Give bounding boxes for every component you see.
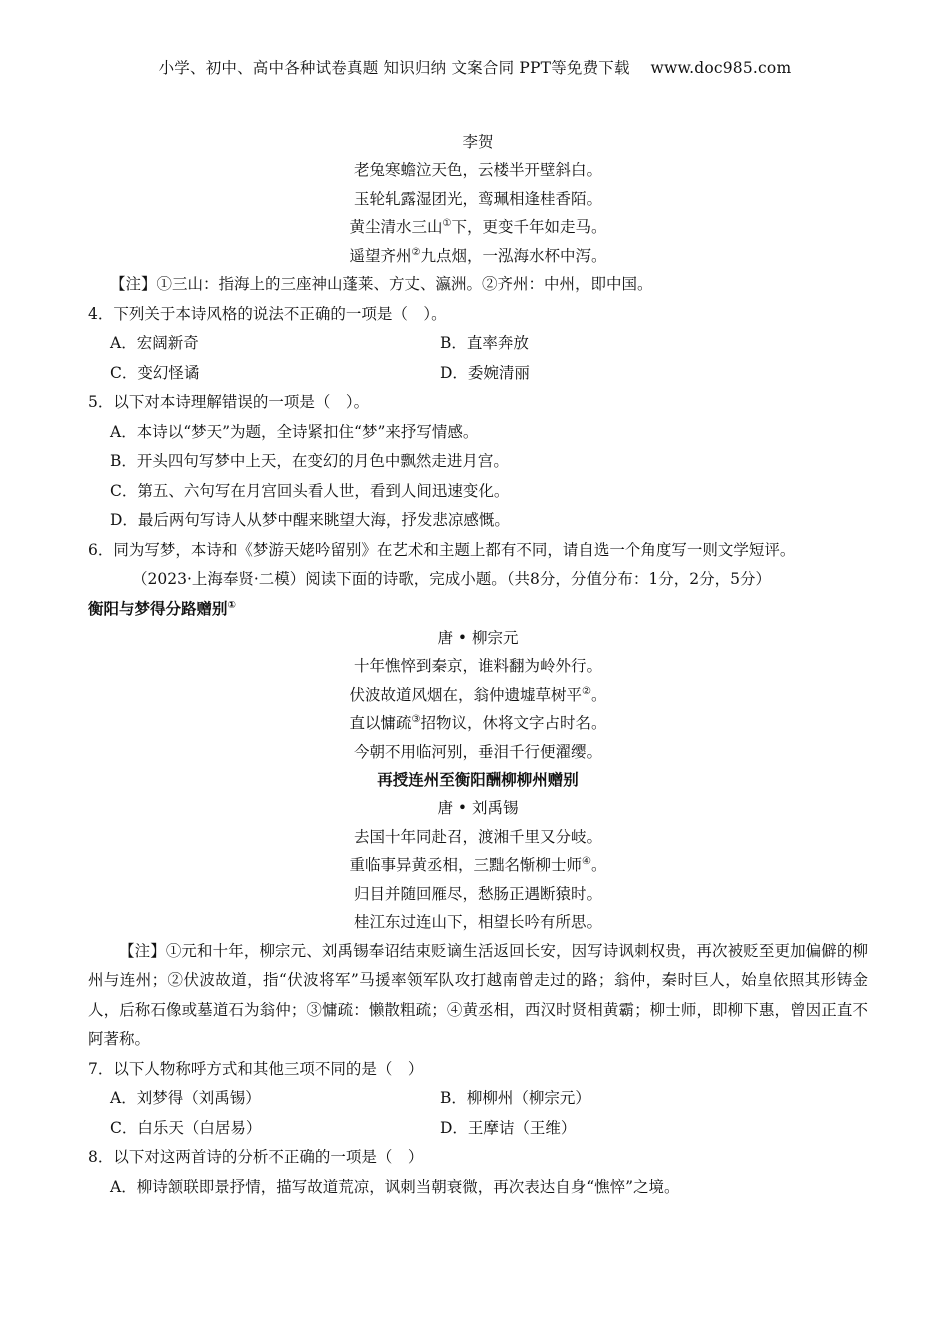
poem-3-line: 重临事异黄丞相，三黜名惭柳士师④。 [349, 856, 607, 875]
option-c: C．变幻怪谲 [110, 363, 200, 382]
option-d: D．委婉清丽 [440, 363, 530, 382]
option-a: A．宏阔新奇 [110, 334, 199, 353]
poem-2-author: 唐 • 柳宗元 [437, 629, 519, 648]
poem-2-line: 今朝不用临河别，垂泪千行便濯缨。 [353, 742, 602, 761]
question-4-options-row [88, 359, 868, 389]
poem-2-line: 十年憔悴到秦京，谁料翻为岭外行。 [353, 657, 602, 676]
footnote-marker: ① [442, 218, 452, 230]
poem-1-line: 遥望齐州②九点烟，一泓海水杯中泻。 [349, 246, 607, 265]
question-7-options-row [88, 1114, 868, 1144]
option-c: C．第五、六句写在月宫回头看人世，看到人间迅速变化。 [110, 481, 510, 500]
footnote-marker: ② [582, 685, 591, 697]
poem-1-line: 黄尘清水三山①下，更变千年如走马。 [349, 218, 607, 237]
question-7-options-row [88, 1084, 868, 1114]
poem-1-note: 【注】①三山：指海上的三座神山蓬莱、方丈、瀛洲。②齐州：中州，即中国。 [110, 275, 653, 294]
poem-2-title: 衡阳与梦得分路赠别① [88, 599, 236, 618]
footnote-marker: ② [411, 246, 421, 258]
option-d: D．最后两句写诗人从梦中醒来眺望大海，抒发悲凉感慨。 [110, 511, 510, 530]
question-8-stem: 8．以下对这两首诗的分析不正确的一项是（ ） [88, 1148, 424, 1166]
poem-3-line: 桂江东过连山下，相望长吟有所思。 [353, 913, 602, 932]
option-a: A．刘梦得（刘禹锡） [110, 1089, 261, 1107]
footnote-marker: ④ [582, 856, 591, 868]
question-4-stem: 4．下列关于本诗风格的说法不正确的一项是（ ）。 [88, 304, 447, 323]
footnote-marker: ① [227, 599, 236, 611]
document-body [88, 128, 868, 1202]
section-intro: （2023·上海奉贤·二模）阅读下面的诗歌，完成小题。（共8分，分值分布：1分，2分，5分） [132, 570, 771, 589]
option-a: A．柳诗颔联即景抒情，描写故道荒凉，讽刺当朝衰微，再次表达自身“憔悴”之境。 [110, 1177, 680, 1196]
poem-2-line: 伏波故道风烟在，翁仲遗墟草树平②。 [349, 685, 607, 704]
option-c: C．白乐天（白居易） [110, 1118, 262, 1137]
poem-2 [88, 624, 868, 936]
poem-1-author: 李贺 [462, 133, 494, 151]
poem-3-line: 归目并随回雁尽，愁肠正遇断猿时。 [353, 884, 602, 903]
poem-3-title: 再授连州至衡阳酬柳柳州赠别 [377, 771, 579, 790]
question-7-stem: 7．以下人物称呼方式和其他三项不同的是（ ） [88, 1059, 424, 1078]
footnote-marker: ③ [411, 714, 421, 726]
question-5-stem: 5．以下对本诗理解错误的一项是（ ）。 [88, 393, 370, 412]
poem-1-line: 玉轮轧露湿团光，鸾珮相逢桂香陌。 [353, 189, 602, 208]
poem-2-3-notes: 【注】①元和十年，柳宗元、刘禹锡奉诏结束贬谪生活返回长安，因写诗讽刺权贵，再次被贬至更加偏僻的柳州与连州；②伏波故道，指“伏波将军”马援率领军队攻打越南曾走过的路；翁仲，秦时巨人，始皇依照其形铸金人，后称石像或墓道石为翁仲；③慵疏：懒散粗疏；④黄丞相，西汉时贤相黄霸；柳士师，即柳下惠，曾因正直不阿著称。 [88, 941, 868, 1048]
poem-2-line: 直以慵疏③招物议，休将文字占时名。 [349, 714, 607, 733]
poem-1 [88, 128, 868, 270]
poem-3-line: 去国十年同赴召，渡湘千里又分岐。 [353, 827, 602, 846]
poem-1-line: 老兔寒蟾泣天色，云楼半开壁斜白。 [353, 161, 602, 180]
option-b: B．柳柳州（柳宗元） [440, 1089, 591, 1107]
option-d: D．王摩诘（王维） [440, 1118, 577, 1137]
page-header: 小学、初中、高中各种试卷真题 知识归纳 文案合同 PPT等免费下载 www.doc985.com [158, 59, 792, 77]
option-a: A．本诗以“梦天”为题，全诗紧扣住“梦”来抒写情感。 [110, 422, 479, 441]
option-b: B．开头四句写梦中上天，在变幻的月色中飘然走进月宫。 [110, 452, 509, 471]
question-4-options-row [88, 329, 868, 359]
poem-3-author: 唐 • 刘禹锡 [437, 799, 519, 818]
question-6-stem: 6．同为写梦，本诗和《梦游天姥吟留别》在艺术和主题上都有不同，请自选一个角度写一则文学短评。 [88, 540, 796, 559]
option-b: B．直率奔放 [440, 334, 529, 353]
